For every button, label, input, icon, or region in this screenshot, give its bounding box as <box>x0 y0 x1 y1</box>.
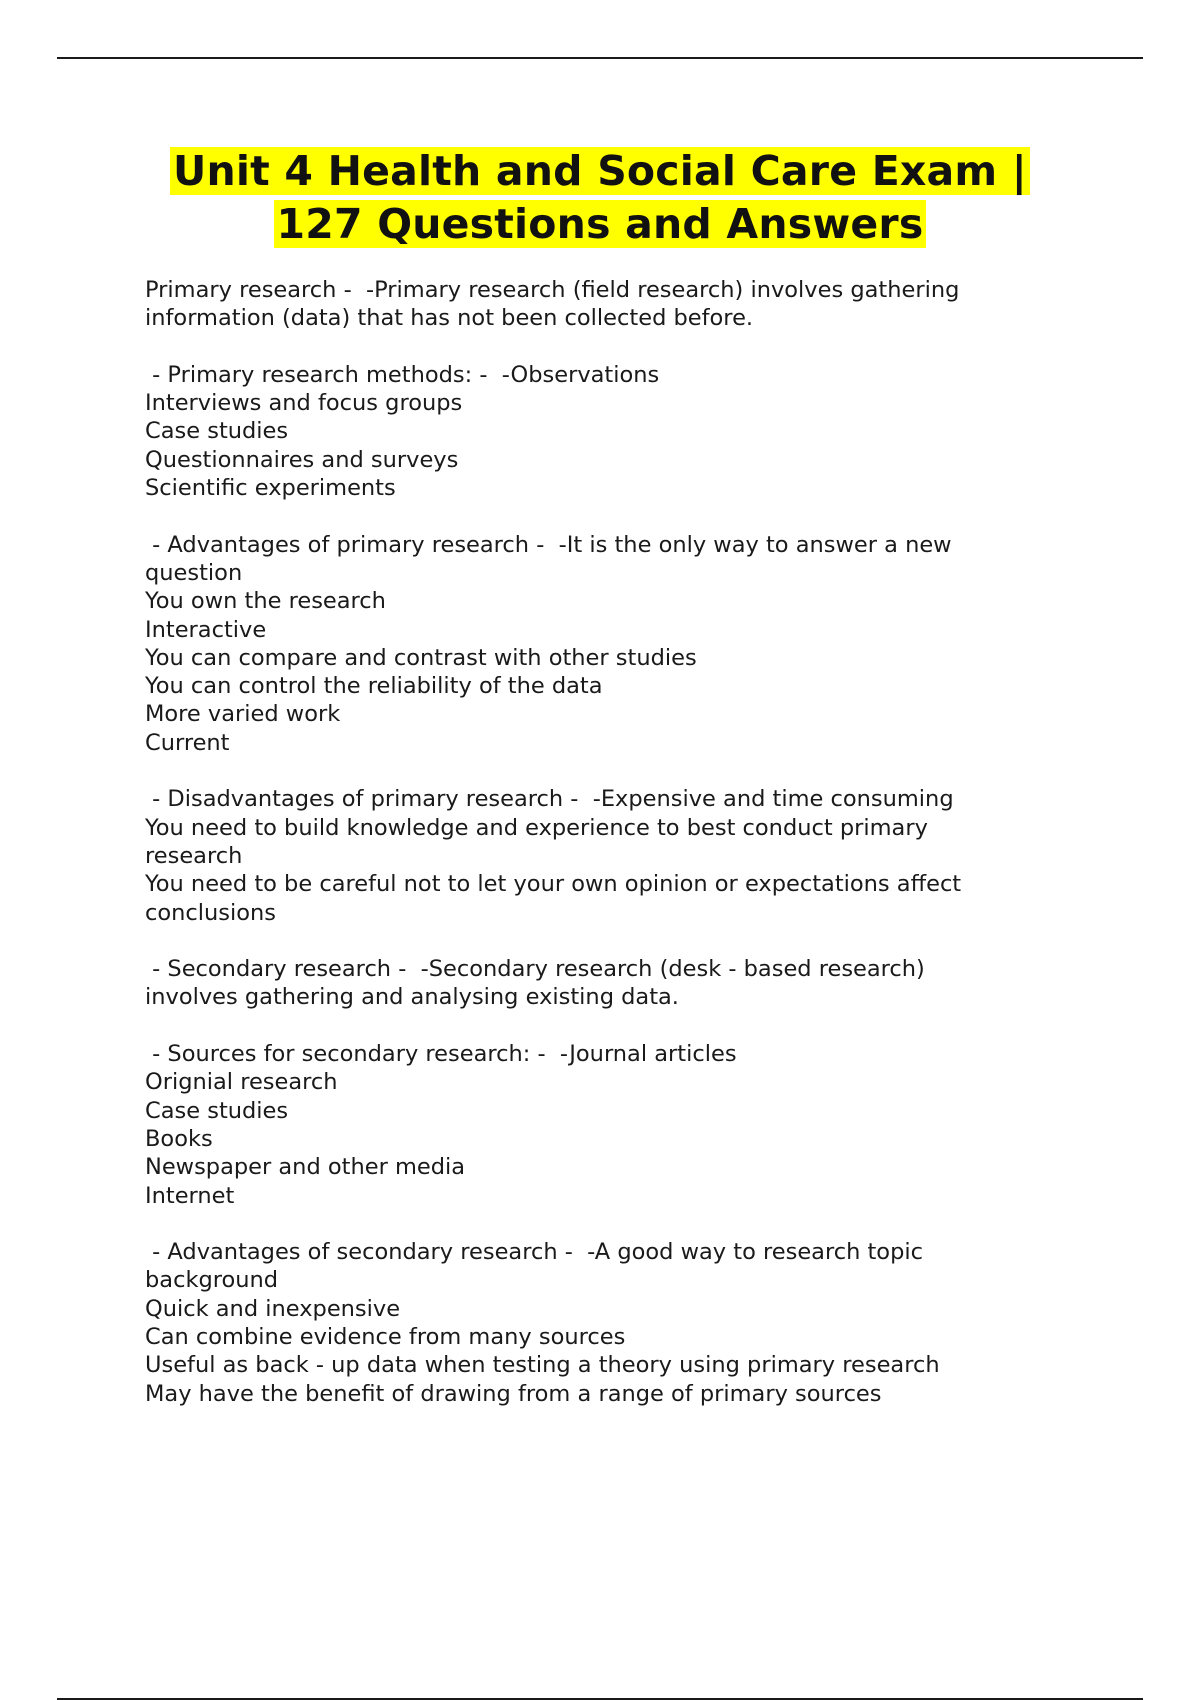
qa-answer-line: information (data) that has not been collected before. <box>145 305 754 332</box>
qa-answer-line: You own the research <box>145 588 386 615</box>
qa-question-line: - Advantages of primary research - -It is the only way to answer a new <box>145 531 952 558</box>
qa-answer-line: involves gathering and analysing existing data. <box>145 984 679 1011</box>
qa-answer-line: Current <box>145 729 230 756</box>
qa-answer-line: conclusions <box>145 899 277 926</box>
qa-entry <box>145 1040 1065 1210</box>
qa-answer-line: May have the benefit of drawing from a range of primary sources <box>145 1380 882 1407</box>
top-divider <box>57 57 1143 59</box>
qa-answer-line: More varied work <box>145 701 341 728</box>
qa-entry <box>145 955 1065 1012</box>
qa-entry <box>145 531 1065 757</box>
qa-entry <box>145 361 1065 502</box>
qa-content <box>145 276 1065 1436</box>
title-line-1 <box>0 145 1200 198</box>
qa-answer-line: Can combine evidence from many sources <box>145 1323 626 1350</box>
qa-entry <box>145 1238 1065 1408</box>
title-highlight-1: Unit 4 Health and Social Care Exam | <box>170 147 1030 195</box>
qa-answer-line: research <box>145 842 243 869</box>
qa-entry <box>145 785 1065 926</box>
qa-answer-line: Scientific experiments <box>145 475 396 502</box>
document-title <box>0 145 1200 251</box>
qa-entry <box>145 276 1065 333</box>
qa-answer-line: Quick and inexpensive <box>145 1295 401 1322</box>
title-highlight-2: 127 Questions and Answers <box>274 200 927 248</box>
qa-answer-line: You need to build knowledge and experience to best conduct primary <box>145 814 928 841</box>
qa-question-line: - Disadvantages of primary research - -Expensive and time consuming <box>145 786 954 813</box>
qa-answer-line: Orignial research <box>145 1069 338 1096</box>
qa-question-line: - Primary research methods: - -Observations <box>145 361 660 388</box>
qa-question-line: - Sources for secondary research: - -Journal articles <box>145 1041 737 1068</box>
qa-answer-line: You can compare and contrast with other studies <box>145 644 697 671</box>
qa-answer-line: Case studies <box>145 418 289 445</box>
qa-answer-line: Interviews and focus groups <box>145 390 463 417</box>
qa-question-line: - Advantages of secondary research - -A good way to research topic <box>145 1239 923 1266</box>
qa-question-line: - Secondary research - -Secondary research (desk - based research) <box>145 956 925 983</box>
qa-answer-line: Case studies <box>145 1097 289 1124</box>
qa-question-line: Primary research - -Primary research (field research) involves gathering <box>145 277 960 303</box>
qa-answer-line: Newspaper and other media <box>145 1154 466 1181</box>
qa-answer-line: You can control the reliability of the data <box>145 673 603 700</box>
qa-answer-line: Books <box>145 1125 213 1152</box>
qa-answer-line: question <box>145 559 243 586</box>
qa-answer-line: Internet <box>145 1182 235 1209</box>
qa-answer-line: Useful as back - up data when testing a theory using primary research <box>145 1352 940 1379</box>
qa-answer-line: background <box>145 1267 279 1294</box>
title-line-2 <box>0 198 1200 251</box>
qa-answer-line: You need to be careful not to let your own opinion or expectations affect <box>145 871 962 898</box>
qa-answer-line: Interactive <box>145 616 267 643</box>
qa-answer-line: Questionnaires and surveys <box>145 446 459 473</box>
